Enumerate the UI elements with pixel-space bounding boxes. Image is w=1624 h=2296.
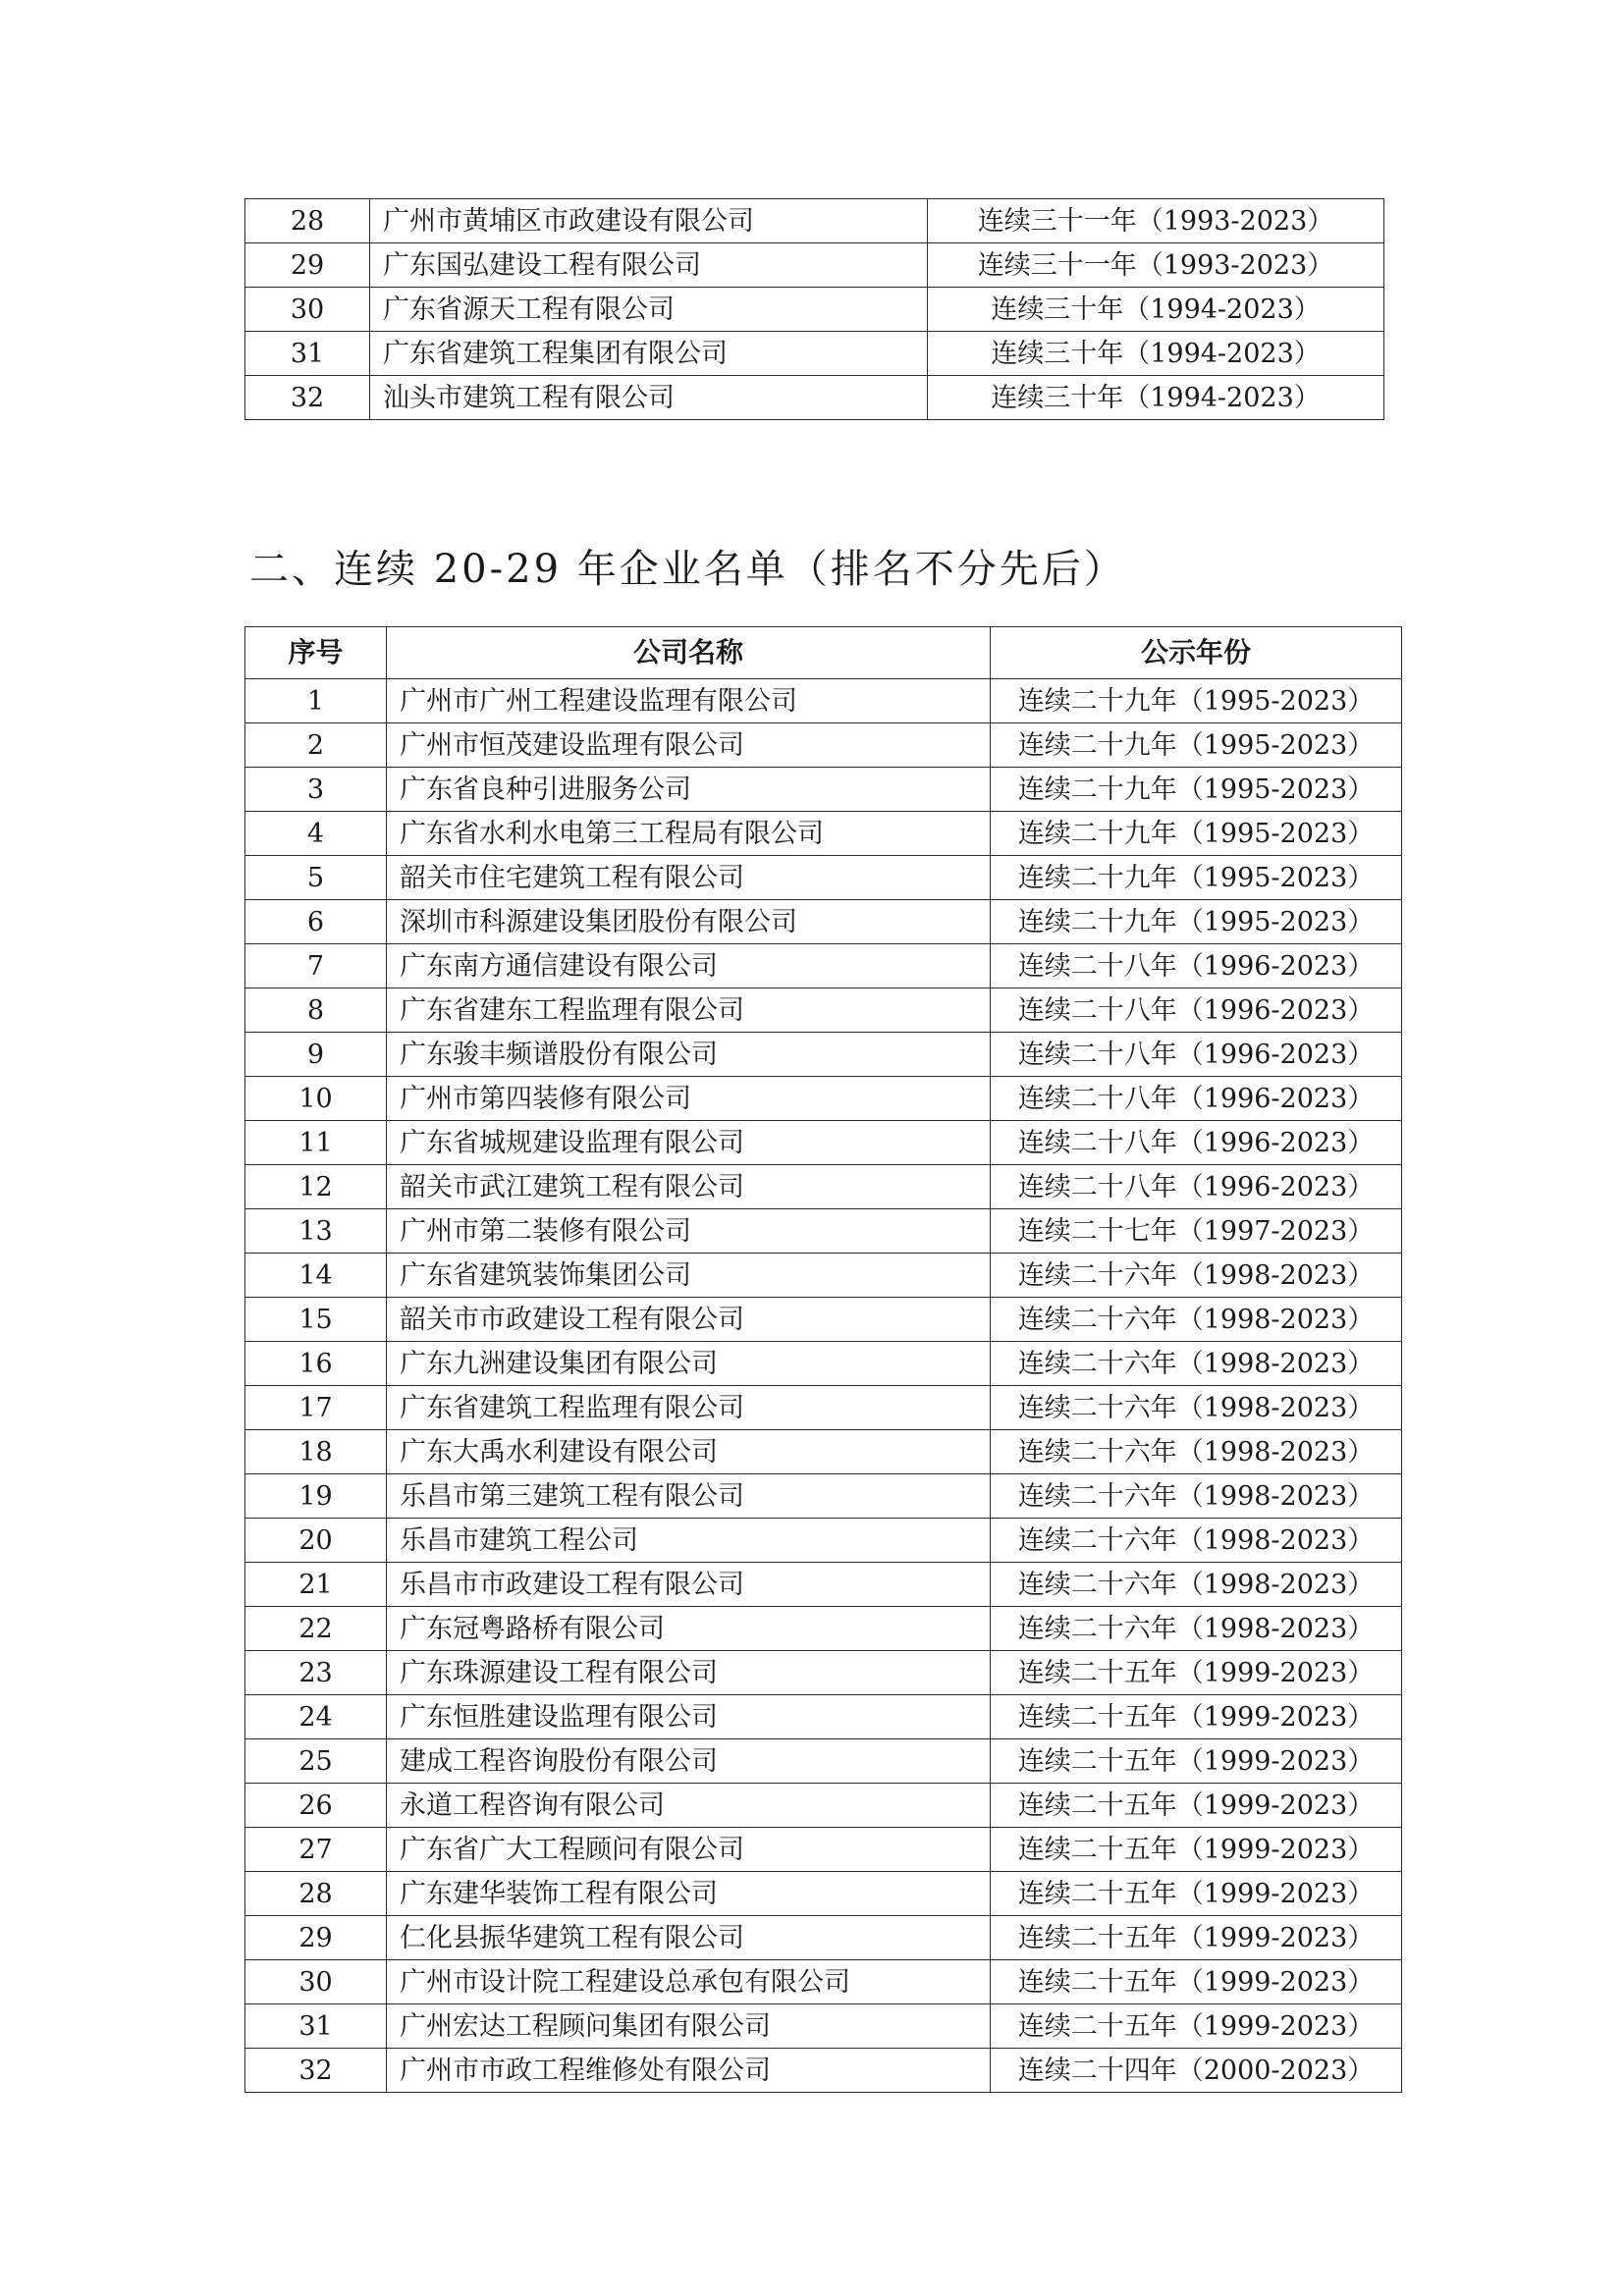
table-row — [245, 1739, 1402, 1784]
table-row — [245, 1165, 1402, 1209]
table-row — [245, 2004, 1402, 2049]
row-public-years: 连续二十九年（1995-2023） — [991, 900, 1402, 944]
row-serial-no: 17 — [245, 1386, 387, 1430]
row-public-years: 连续二十七年（1997-2023） — [991, 1209, 1402, 1254]
table-row — [245, 1121, 1402, 1165]
row-company-name: 广州市第四装修有限公司 — [387, 1077, 991, 1121]
row-public-years: 连续二十八年（1996-2023） — [991, 1165, 1402, 1209]
row-company-name: 广州市黄埔区市政建设有限公司 — [370, 199, 928, 243]
row-public-years: 连续二十六年（1998-2023） — [991, 1519, 1402, 1563]
row-public-years: 连续二十五年（1999-2023） — [991, 1872, 1402, 1916]
row-serial-no: 2 — [245, 723, 387, 768]
row-company-name: 广东省水利水电第三工程局有限公司 — [387, 812, 991, 856]
row-company-name: 广东省建筑装饰集团公司 — [387, 1254, 991, 1298]
row-company-name: 广州市市政工程维修处有限公司 — [387, 2049, 991, 2093]
row-company-name: 仁化县振华建筑工程有限公司 — [387, 1916, 991, 1960]
table-row — [245, 199, 1384, 243]
row-company-name: 广州市广州工程建设监理有限公司 — [387, 679, 991, 723]
row-serial-no: 27 — [245, 1828, 387, 1872]
row-serial-no: 22 — [245, 1607, 387, 1651]
table-row — [245, 376, 1384, 420]
row-serial-no: 25 — [245, 1739, 387, 1784]
table-row — [245, 1033, 1402, 1077]
row-public-years: 连续二十六年（1998-2023） — [991, 1254, 1402, 1298]
row-public-years: 连续二十六年（1998-2023） — [991, 1430, 1402, 1474]
row-public-years: 连续二十五年（1999-2023） — [991, 2004, 1402, 2049]
table-row — [245, 1254, 1402, 1298]
row-serial-no: 16 — [245, 1342, 387, 1386]
row-company-name: 韶关市住宅建筑工程有限公司 — [387, 856, 991, 900]
row-public-years: 连续三十一年（1993-2023） — [928, 199, 1384, 243]
row-serial-no: 11 — [245, 1121, 387, 1165]
row-company-name: 广东骏丰频谱股份有限公司 — [387, 1033, 991, 1077]
table-row — [245, 1430, 1402, 1474]
row-public-years: 连续三十年（1994-2023） — [928, 376, 1384, 420]
table-row — [245, 1960, 1402, 2004]
row-company-name: 广东大禹水利建设有限公司 — [387, 1430, 991, 1474]
table-header-row — [245, 627, 1402, 679]
row-public-years: 连续二十五年（1999-2023） — [991, 1960, 1402, 2004]
table-row — [245, 1828, 1402, 1872]
row-company-name: 广东冠粤路桥有限公司 — [387, 1607, 991, 1651]
row-public-years: 连续二十六年（1998-2023） — [991, 1563, 1402, 1607]
row-public-years: 连续二十八年（1996-2023） — [991, 1121, 1402, 1165]
row-serial-no: 1 — [245, 679, 387, 723]
continued-company-table — [244, 198, 1384, 420]
row-company-name: 乐昌市第三建筑工程有限公司 — [387, 1474, 991, 1519]
row-serial-no: 21 — [245, 1563, 387, 1607]
row-public-years: 连续二十六年（1998-2023） — [991, 1386, 1402, 1430]
table-row — [245, 1298, 1402, 1342]
row-public-years: 连续二十九年（1995-2023） — [991, 679, 1402, 723]
row-company-name: 广东省广大工程顾问有限公司 — [387, 1828, 991, 1872]
row-serial-no: 31 — [245, 332, 370, 376]
row-public-years: 连续二十五年（1999-2023） — [991, 1651, 1402, 1695]
row-company-name: 广东南方通信建设有限公司 — [387, 944, 991, 988]
table-row — [245, 288, 1384, 332]
row-company-name: 汕头市建筑工程有限公司 — [370, 376, 928, 420]
row-serial-no: 29 — [245, 243, 370, 288]
table-row — [245, 944, 1402, 988]
row-serial-no: 6 — [245, 900, 387, 944]
section-heading: 二、连续 20-29 年企业名单（排名不分先后） — [249, 547, 1126, 592]
row-serial-no: 12 — [245, 1165, 387, 1209]
row-serial-no: 28 — [245, 199, 370, 243]
row-company-name: 广州市恒茂建设监理有限公司 — [387, 723, 991, 768]
row-public-years: 连续三十年（1994-2023） — [928, 332, 1384, 376]
table-row — [245, 2049, 1402, 2093]
row-company-name: 韶关市武江建筑工程有限公司 — [387, 1165, 991, 1209]
table-row — [245, 988, 1402, 1033]
row-serial-no: 10 — [245, 1077, 387, 1121]
table-row — [245, 1872, 1402, 1916]
row-serial-no: 26 — [245, 1784, 387, 1828]
table-row — [245, 1209, 1402, 1254]
row-serial-no: 18 — [245, 1430, 387, 1474]
row-public-years: 连续二十五年（1999-2023） — [991, 1828, 1402, 1872]
row-company-name: 广州市第二装修有限公司 — [387, 1209, 991, 1254]
row-serial-no: 15 — [245, 1298, 387, 1342]
row-public-years: 连续二十八年（1996-2023） — [991, 944, 1402, 988]
table-row — [245, 900, 1402, 944]
row-public-years: 连续二十九年（1995-2023） — [991, 812, 1402, 856]
row-serial-no: 30 — [245, 1960, 387, 2004]
row-company-name: 广东省建筑工程集团有限公司 — [370, 332, 928, 376]
row-company-name: 广州宏达工程顾问集团有限公司 — [387, 2004, 991, 2049]
row-company-name: 韶关市市政建设工程有限公司 — [387, 1298, 991, 1342]
table-row — [245, 1519, 1402, 1563]
row-public-years: 连续二十六年（1998-2023） — [991, 1474, 1402, 1519]
row-company-name: 广东省良种引进服务公司 — [387, 768, 991, 812]
row-public-years: 连续二十八年（1996-2023） — [991, 1077, 1402, 1121]
row-serial-no: 9 — [245, 1033, 387, 1077]
header-public-years: 公示年份 — [991, 627, 1402, 679]
row-company-name: 永道工程咨询有限公司 — [387, 1784, 991, 1828]
table-row — [245, 812, 1402, 856]
table-row — [245, 723, 1402, 768]
header-company-name: 公司名称 — [387, 627, 991, 679]
row-public-years: 连续二十八年（1996-2023） — [991, 988, 1402, 1033]
row-serial-no: 19 — [245, 1474, 387, 1519]
row-public-years: 连续二十八年（1996-2023） — [991, 1033, 1402, 1077]
table-row — [245, 856, 1402, 900]
row-public-years: 连续二十五年（1999-2023） — [991, 1695, 1402, 1739]
row-serial-no: 7 — [245, 944, 387, 988]
company-list-table — [244, 626, 1402, 2093]
row-serial-no: 24 — [245, 1695, 387, 1739]
row-serial-no: 14 — [245, 1254, 387, 1298]
row-public-years: 连续三十一年（1993-2023） — [928, 243, 1384, 288]
row-serial-no: 32 — [245, 376, 370, 420]
row-serial-no: 20 — [245, 1519, 387, 1563]
header-serial-no: 序号 — [245, 627, 387, 679]
row-serial-no: 31 — [245, 2004, 387, 2049]
table-row — [245, 1563, 1402, 1607]
table-row — [245, 679, 1402, 723]
row-company-name: 广东省源天工程有限公司 — [370, 288, 928, 332]
row-company-name: 广东省建筑工程监理有限公司 — [387, 1386, 991, 1430]
table-row — [245, 1695, 1402, 1739]
row-serial-no: 32 — [245, 2049, 387, 2093]
row-public-years: 连续二十五年（1999-2023） — [991, 1739, 1402, 1784]
table-row — [245, 332, 1384, 376]
table-row — [245, 1651, 1402, 1695]
row-serial-no: 28 — [245, 1872, 387, 1916]
table-row — [245, 1916, 1402, 1960]
row-serial-no: 5 — [245, 856, 387, 900]
table-row — [245, 1077, 1402, 1121]
row-company-name: 广东国弘建设工程有限公司 — [370, 243, 928, 288]
row-serial-no: 29 — [245, 1916, 387, 1960]
table-row — [245, 1784, 1402, 1828]
row-company-name: 广东省城规建设监理有限公司 — [387, 1121, 991, 1165]
row-company-name: 广州市设计院工程建设总承包有限公司 — [387, 1960, 991, 2004]
row-serial-no: 13 — [245, 1209, 387, 1254]
row-serial-no: 3 — [245, 768, 387, 812]
row-company-name: 乐昌市市政建设工程有限公司 — [387, 1563, 991, 1607]
row-public-years: 连续二十四年（2000-2023） — [991, 2049, 1402, 2093]
row-public-years: 连续三十年（1994-2023） — [928, 288, 1384, 332]
row-serial-no: 4 — [245, 812, 387, 856]
row-public-years: 连续二十六年（1998-2023） — [991, 1298, 1402, 1342]
row-company-name: 建成工程咨询股份有限公司 — [387, 1739, 991, 1784]
table-row — [245, 1386, 1402, 1430]
row-company-name: 深圳市科源建设集团股份有限公司 — [387, 900, 991, 944]
table-row — [245, 243, 1384, 288]
row-serial-no: 30 — [245, 288, 370, 332]
row-serial-no: 8 — [245, 988, 387, 1033]
row-public-years: 连续二十九年（1995-2023） — [991, 723, 1402, 768]
company-table-body — [245, 679, 1402, 2093]
row-public-years: 连续二十六年（1998-2023） — [991, 1342, 1402, 1386]
table-row — [245, 1342, 1402, 1386]
row-company-name: 乐昌市建筑工程公司 — [387, 1519, 991, 1563]
row-company-name: 广东恒胜建设监理有限公司 — [387, 1695, 991, 1739]
row-company-name: 广东九洲建设集团有限公司 — [387, 1342, 991, 1386]
table-row — [245, 1474, 1402, 1519]
row-public-years: 连续二十五年（1999-2023） — [991, 1916, 1402, 1960]
row-company-name: 广东珠源建设工程有限公司 — [387, 1651, 991, 1695]
row-public-years: 连续二十九年（1995-2023） — [991, 768, 1402, 812]
row-public-years: 连续二十九年（1995-2023） — [991, 856, 1402, 900]
row-serial-no: 23 — [245, 1651, 387, 1695]
continued-table-body — [245, 199, 1384, 420]
row-public-years: 连续二十六年（1998-2023） — [991, 1607, 1402, 1651]
row-public-years: 连续二十五年（1999-2023） — [991, 1784, 1402, 1828]
row-company-name: 广东建华装饰工程有限公司 — [387, 1872, 991, 1916]
table-row — [245, 768, 1402, 812]
row-company-name: 广东省建东工程监理有限公司 — [387, 988, 991, 1033]
table-row — [245, 1607, 1402, 1651]
